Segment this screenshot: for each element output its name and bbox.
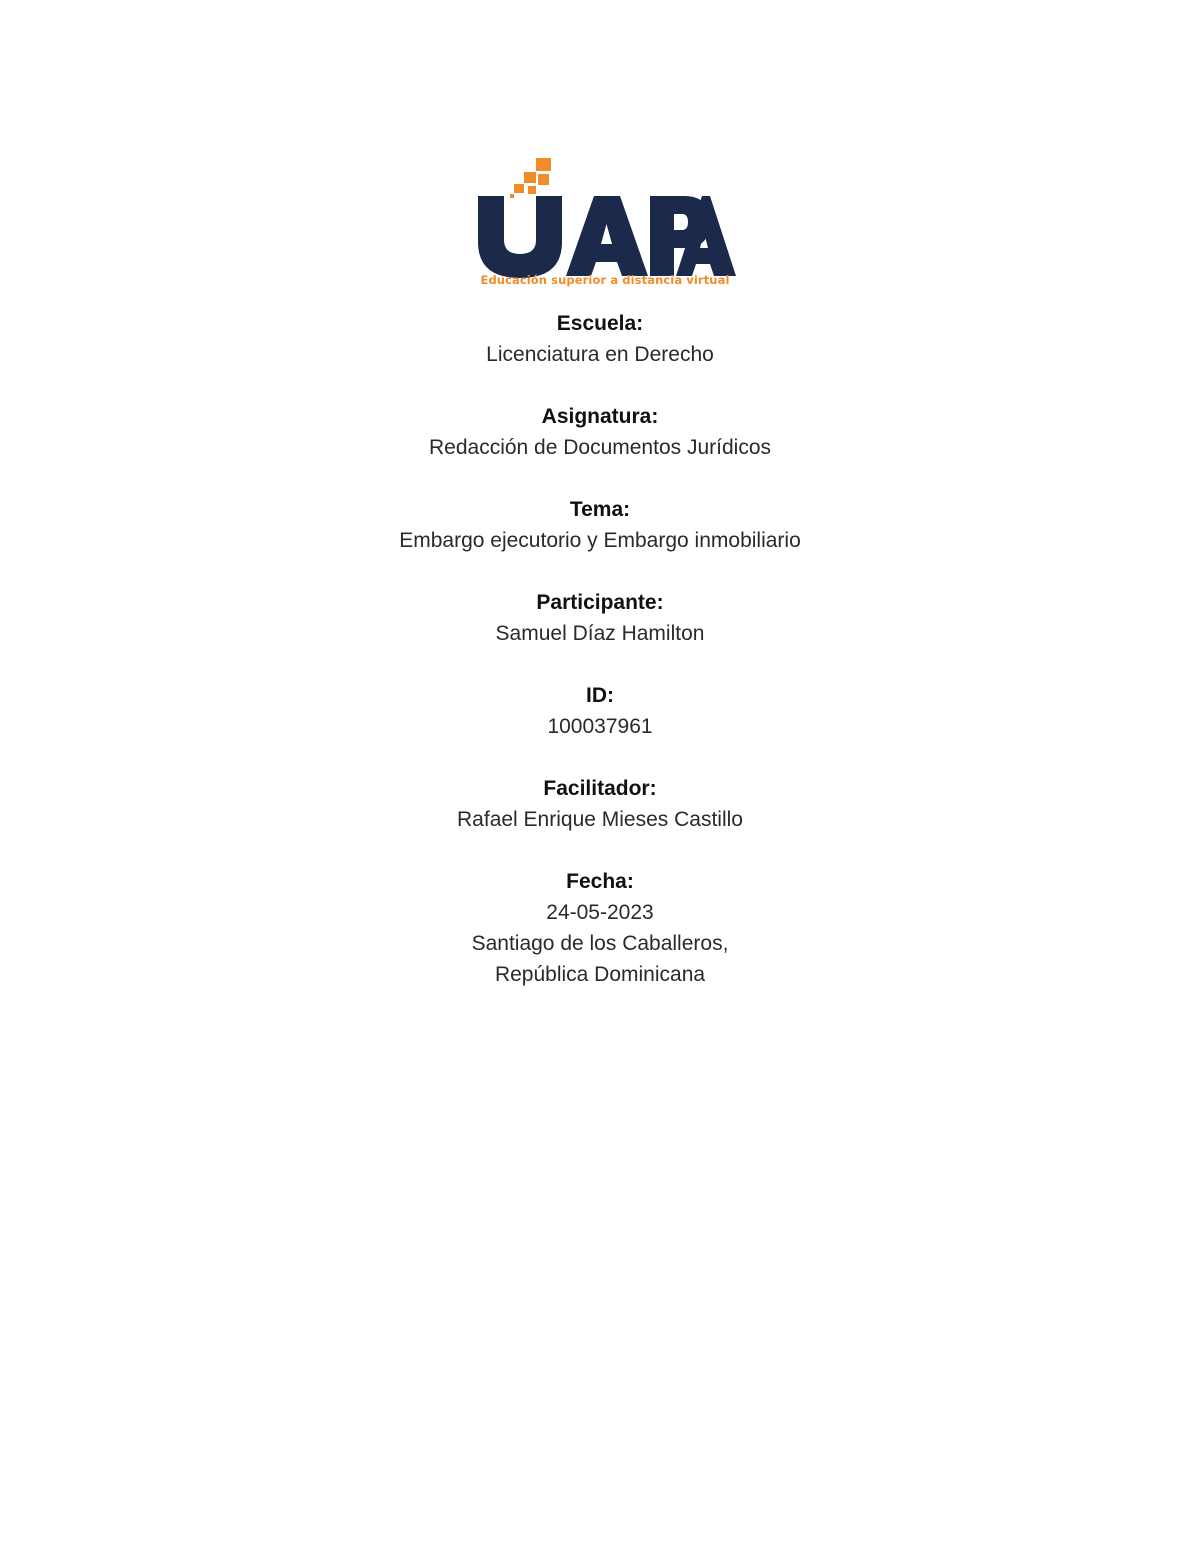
place-line-1: Santiago de los Caballeros, <box>471 932 729 955</box>
id-label: ID: <box>586 684 614 707</box>
logo-tagline: Educación superior a distancia virtual <box>480 273 730 287</box>
topic-label: Tema: <box>569 498 631 521</box>
facilitator-label: Facilitador: <box>543 777 657 800</box>
id-block <box>0 680 1200 742</box>
cover-details <box>0 308 1200 1021</box>
subject-label: Asignatura: <box>541 405 659 428</box>
date-value: 24-05-2023 <box>546 901 654 924</box>
school-value: Licenciatura en Derecho <box>486 343 714 366</box>
participant-block <box>0 587 1200 649</box>
topic-block <box>0 494 1200 556</box>
participant-label: Participante: <box>536 591 664 614</box>
place-line-2: República Dominicana <box>494 963 706 986</box>
participant-value: Samuel Díaz Hamilton <box>495 622 705 645</box>
id-value: 100037961 <box>547 715 653 738</box>
school-block <box>0 308 1200 370</box>
subject-block <box>0 401 1200 463</box>
date-block <box>0 866 1200 990</box>
school-label: Escuela: <box>556 312 644 335</box>
facilitator-value: Rafael Enrique Mieses Castillo <box>457 808 743 831</box>
subject-value: Redacción de Documentos Jurídicos <box>428 436 771 459</box>
facilitator-block <box>0 773 1200 835</box>
date-label: Fecha: <box>566 870 634 893</box>
topic-value: Embargo ejecutorio y Embargo inmobiliario <box>399 529 801 552</box>
